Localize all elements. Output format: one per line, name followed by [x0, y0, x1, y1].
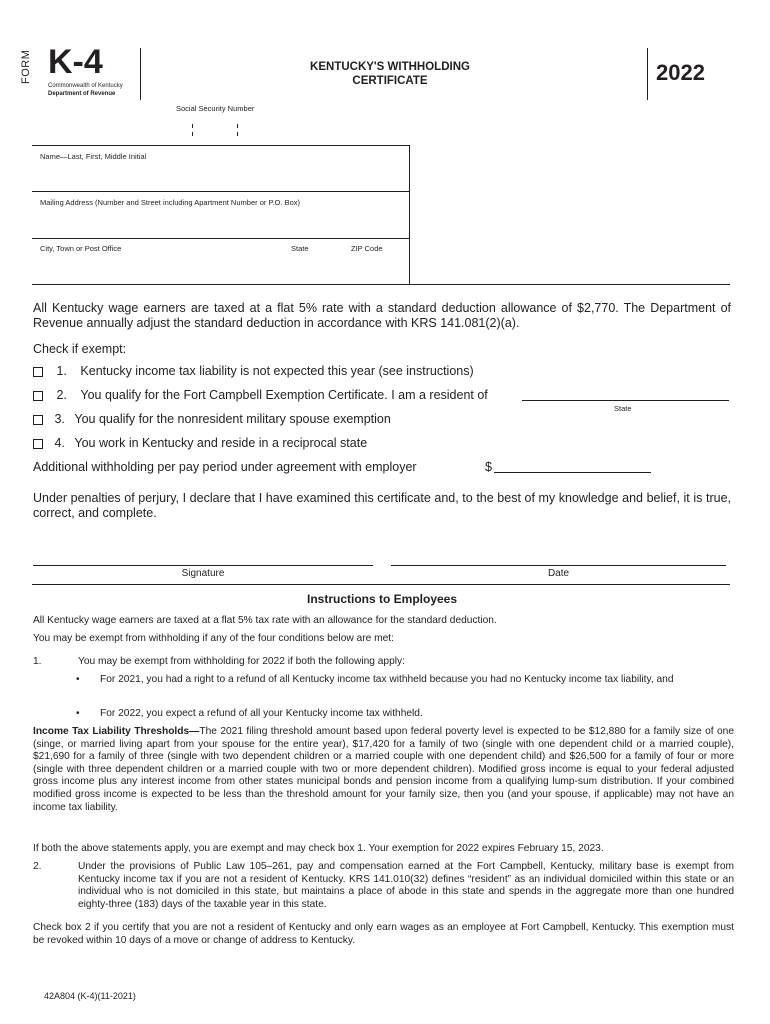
- form-number: K-4: [48, 43, 103, 81]
- date-label: Date: [547, 568, 570, 579]
- grid-line-3: [32, 238, 410, 239]
- grid-line-bottom: [32, 284, 730, 285]
- bullet-2-text: For 2022, you expect a refund of all your Kentucky income tax withheld.: [100, 708, 423, 719]
- threshold-heading: Income Tax Liability Thresholds—: [33, 726, 200, 737]
- instructions-top-rule: [32, 584, 730, 585]
- ssn-label: Social Security Number: [176, 104, 255, 113]
- check-box2-paragraph: Check box 2 if you certify that you are not a resident of Kentucky and only earn wages as an employee at Fort Campbell, Kentucky. This exemption must be revoked within 10 days of a move or change of address to Kentucky.: [33, 922, 734, 946]
- bullet-1-marker: •: [76, 674, 80, 685]
- address-input[interactable]: [36, 208, 406, 236]
- exemption-3-text: You qualify for the nonresident military spouse exemption: [74, 412, 391, 426]
- instructions-item1-text: You may be exempt from withholding for 2022 if both the following apply:: [78, 656, 405, 667]
- exemption-4-checkbox[interactable]: [33, 439, 43, 449]
- form-year: 2022: [656, 60, 705, 85]
- name-input[interactable]: [36, 162, 406, 190]
- ssn-input[interactable]: [150, 118, 280, 140]
- form-title: [270, 60, 510, 88]
- exemption-4-num: 4.: [54, 436, 65, 450]
- both-apply-paragraph: If both the above statements apply, you are exempt and may check box 1. Your exemption for 2022 expires February 15, 2023.: [33, 843, 604, 854]
- exemption-1-checkbox[interactable]: [33, 367, 43, 377]
- agency-line1: Commonwealth of Kentucky: [48, 83, 123, 89]
- threshold-text: The 2021 filing threshold amount based upon federal poverty level is expected to be $12,880 for a family size of one (singe, or married living apart from your spouse for the entire year), $17,420 for a family of two (single with one dependent child or a married couple), $21,690 for a family of three (single with two dependent children or a married couple with one dependent child) and $26,500 for a family of four or more (single with three dependent children or a married couple with two or more dependent children). Modified gross income is equal to your federal adjusted gross income plus any interest income from other states municipal bonds and pension income from a qualifying lump-sum distribution. If your combined modified gross income is expected to be less than the threshold amount for your family size, then you (and your spouse, if applicable) may not have an income tax liability.: [33, 726, 734, 813]
- dollar-sign: $: [485, 460, 492, 474]
- grid-line-top: [32, 145, 410, 146]
- city-label: City, Town or Post Office: [40, 244, 122, 253]
- form-word: FORM: [20, 49, 32, 84]
- exemption-row-3: [33, 412, 391, 427]
- exemption-3-num: 3.: [54, 412, 65, 426]
- exemption-row-1: [33, 364, 474, 379]
- additional-withholding-input[interactable]: [494, 472, 651, 473]
- zip-label: ZIP Code: [351, 244, 383, 253]
- threshold-paragraph: [33, 726, 734, 814]
- instructions-item2-num: 2.: [33, 861, 42, 872]
- check-heading: Check if exempt:: [33, 342, 127, 356]
- exemption-4-text: You work in Kentucky and reside in a reciprocal state: [74, 436, 368, 450]
- resident-state-input[interactable]: [522, 400, 729, 401]
- name-label: Name—Last, First, Middle Initial: [40, 152, 147, 161]
- exemption-row-4: [33, 436, 367, 451]
- exemption-2-text: You qualify for the Fort Campbell Exemption Certificate. I am a resident of: [80, 388, 488, 402]
- intro-paragraph: All Kentucky wage earners are taxed at a flat 5% rate with a standard deduction allowance of $2,770. The Department of Revenue annually adjust the standard deduction in accordance with KRS 141.081(2)(a).: [33, 301, 731, 330]
- bullet-1-text: For 2021, you had a right to a refund of all Kentucky income tax withheld because you had no Kentucky income tax liability, and: [100, 674, 674, 685]
- exemption-2-checkbox[interactable]: [33, 391, 43, 401]
- grid-line-2: [32, 191, 410, 192]
- date-input[interactable]: [391, 565, 726, 566]
- header-divider-right: [647, 48, 648, 100]
- header-divider-left: [140, 48, 141, 100]
- instructions-p2: You may be exempt from withholding if any of the four conditions below are met:: [33, 633, 394, 644]
- resident-state-caption: State: [614, 404, 632, 413]
- bullet-2-marker: •: [76, 708, 80, 719]
- instructions-heading: Instructions to Employees: [306, 592, 458, 606]
- exemption-2-num: 2.: [56, 388, 67, 402]
- signature-label: Signature: [181, 568, 225, 579]
- exemption-1-text: Kentucky income tax liability is not expected this year (see instructions): [80, 364, 474, 378]
- exemption-1-num: 1.: [56, 364, 67, 378]
- exemption-3-checkbox[interactable]: [33, 415, 43, 425]
- title-line2: CERTIFICATE: [352, 75, 428, 87]
- additional-withholding-label: Additional withholding per pay period under agreement with employer: [33, 460, 417, 474]
- perjury-statement: Under penalties of perjury, I declare that I have examined this certificate and, to the best of my knowledge and belief, it is true, correct, and complete.: [33, 491, 731, 520]
- title-line1: KENTUCKY'S WITHHOLDING: [310, 61, 470, 73]
- agency-line2: Department of Revenue: [48, 91, 116, 97]
- grid-right-border: [409, 145, 410, 285]
- zip-input[interactable]: [345, 254, 405, 282]
- state-input[interactable]: [285, 254, 340, 282]
- address-label: Mailing Address (Number and Street including Apartment Number or P.O. Box): [40, 198, 300, 207]
- instructions-item2-text: Under the provisions of Public Law 105–261, pay and compensation earned at the Fort Campbell, Kentucky, military base is exempt from Kentucky income tax if you are not a resident of Kentucky. KRS 141.010(32) defines “resident” as an individual domiciled within this state or an individual who is not domiciled in this state, but maintains a place of abode in this state and spends in the aggregate more than one hundred eighty-three (183) days of the taxable year in this state.: [78, 861, 734, 910]
- signature-input[interactable]: [33, 565, 373, 566]
- instructions-item1-num: 1.: [33, 656, 42, 667]
- exemption-row-2: [33, 388, 488, 403]
- form-footer-code: 42A804 (K-4)(11-2021): [44, 991, 136, 1001]
- instructions-p1: All Kentucky wage earners are taxed at a flat 5% tax rate with an allowance for the standard deduction.: [33, 615, 497, 626]
- city-input[interactable]: [36, 254, 276, 282]
- state-label: State: [291, 244, 309, 253]
